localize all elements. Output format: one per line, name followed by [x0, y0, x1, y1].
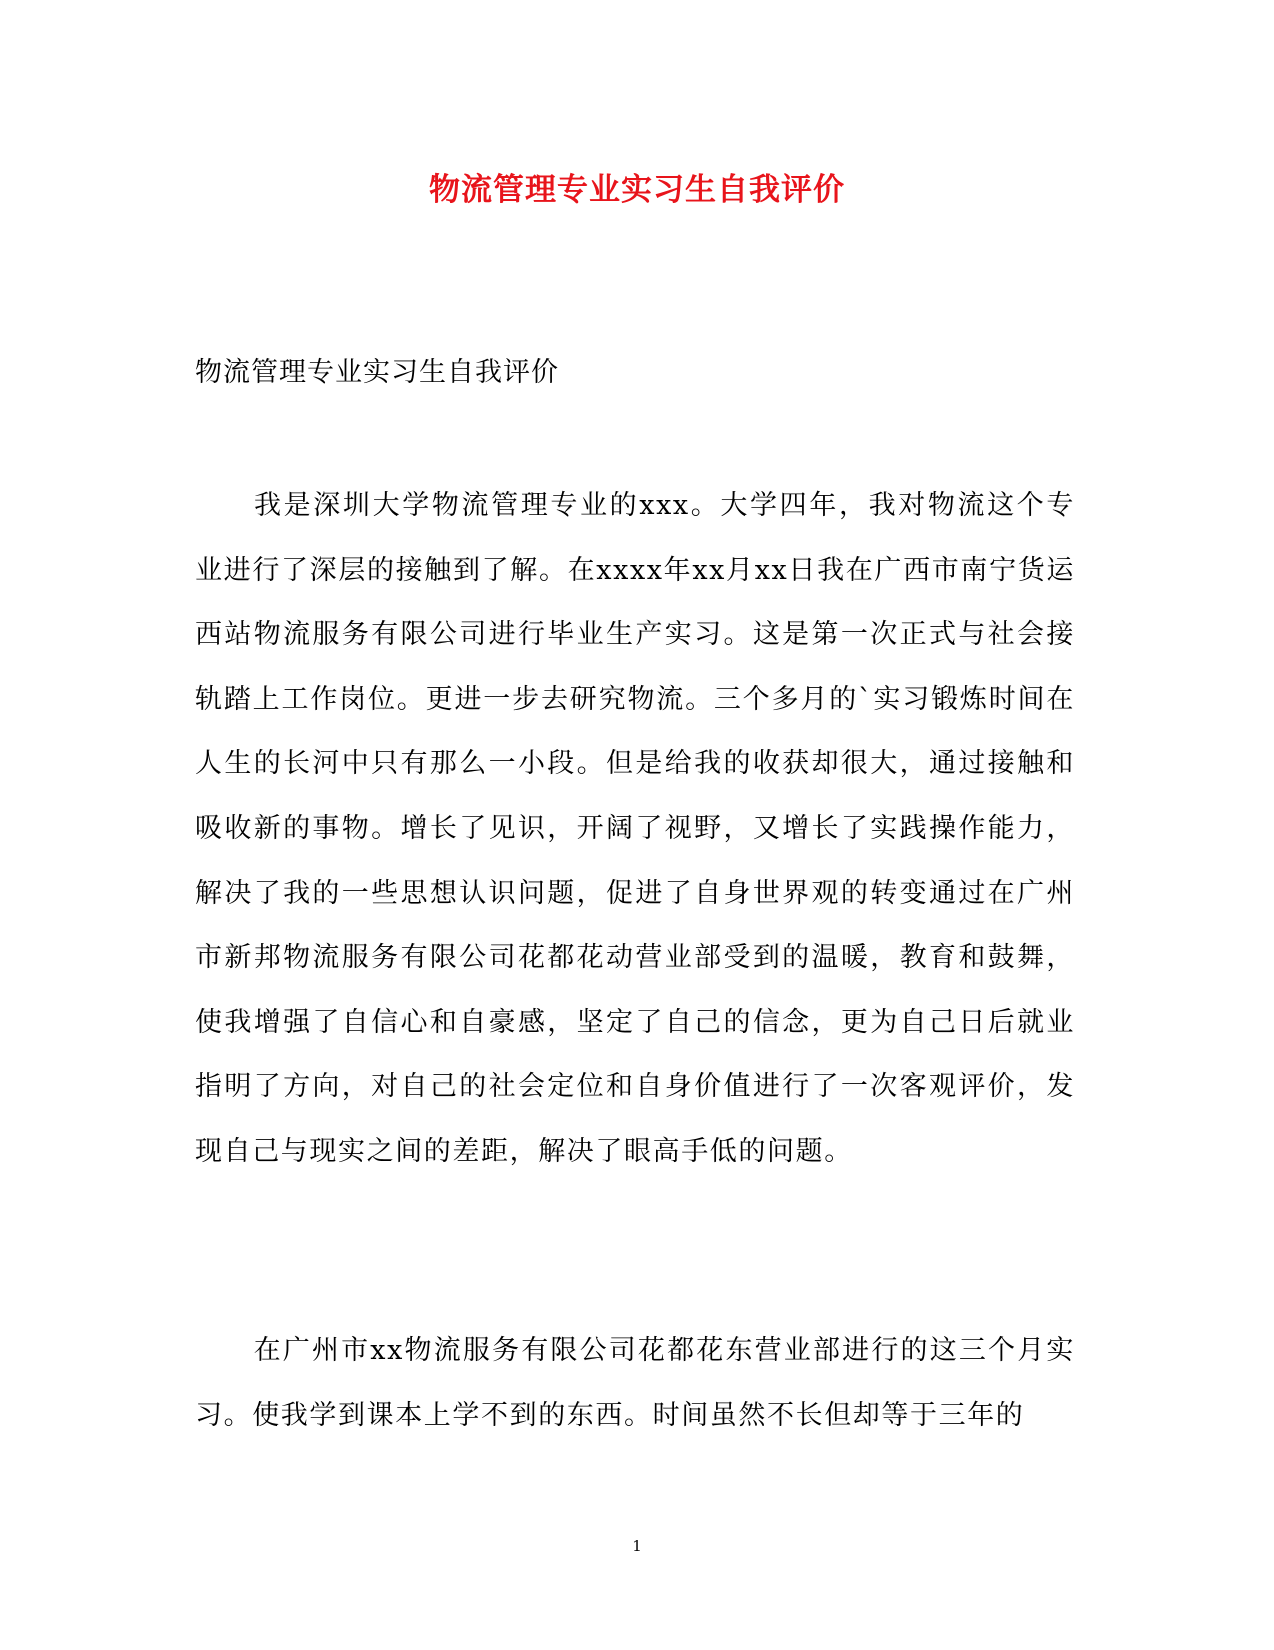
- body-paragraph-2: [195, 1319, 1075, 1448]
- document-subtitle: 物流管理专业实习生自我评价: [195, 357, 559, 388]
- paragraph-text: 在广州市xx物流服务有限公司花都花东营业部进行的这三个月实习。使我学到课本上学不到的东西。时间虽然不长但却等于三年的: [195, 1335, 1075, 1431]
- paragraph-text: 我是深圳大学物流管理专业的xxx。大学四年，我对物流这个专业进行了深层的接触到了解。在xxxx年xx月xx日我在广西市南宁货运西站物流服务有限公司进行毕业生产实习。这是第一次正式与社会接轨踏上工作岗位。更进一步去研究物流。三个多月的`实习锻炼时间在人生的长河中只有那么一小段。但是给我的收获却很大，通过接触和吸收新的事物。增长了见识，开阔了视野，又增长了实践操作能力，解决了我的一些思想认识问题，促进了自身世界观的转变通过在广州市新邦物流服务有限公司花都花动营业部受到的温暖，教育和鼓舞，使我增强了自信心和自豪感，坚定了自己的信念，更为自己日后就业指明了方向，对自己的社会定位和自身价值进行了一次客观评价，发现自己与现实之间的差距，解决了眼高手低的问题。: [195, 490, 1075, 1167]
- page-number: 1: [632, 1537, 642, 1555]
- document-title: 物流管理专业实习生自我评价: [429, 172, 845, 208]
- body-paragraph-1: [195, 474, 1075, 1185]
